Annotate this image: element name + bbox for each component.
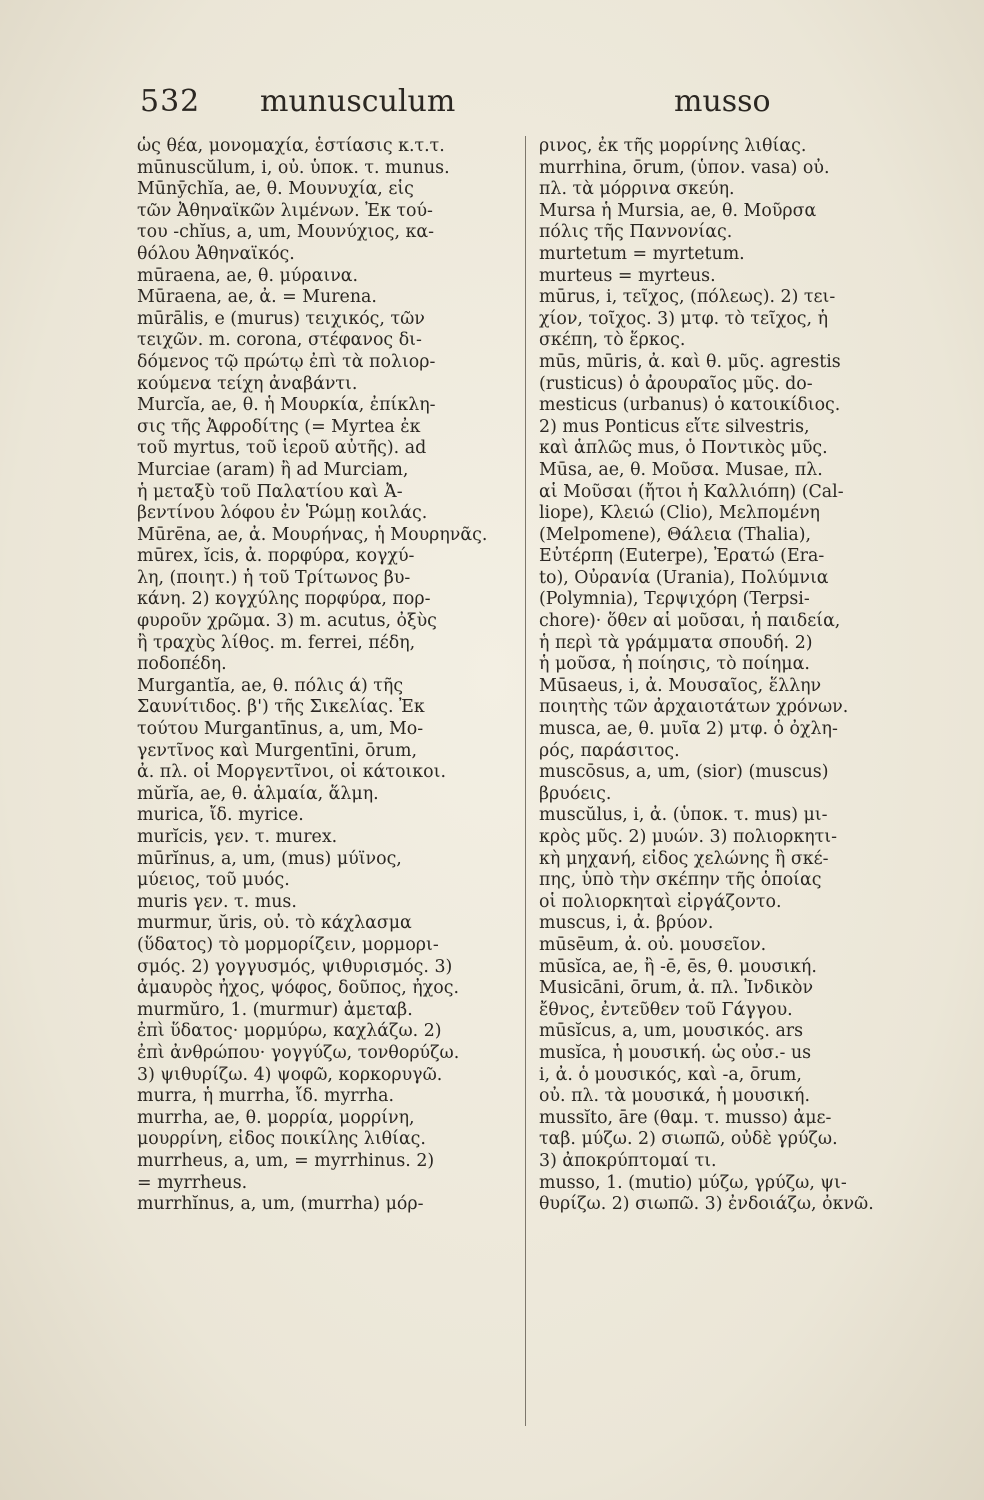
- text-line: του -chĭus, a, um, Μουνύχιος, κα-: [137, 222, 435, 243]
- text-line: πης, ὑπὸ τὴν σκέπην τῆς ὁποίας: [539, 870, 822, 891]
- text-line: σμός. 2) γογγυσμός, ψιθυρισμός. 3): [137, 956, 453, 977]
- text-line: mūraena, ae, θ. μύραινα.: [137, 265, 359, 286]
- text-line: ἀ. πλ. οἱ Μοργεντῖνοι, οἱ κάτοικοι.: [137, 762, 446, 783]
- text-line: muris γεν. τ. mus.: [137, 891, 297, 912]
- text-line: ἐπὶ ἀνθρώπου· γογγύζω, τονθορύζω.: [137, 1042, 460, 1063]
- text-line: αἱ Μοῦσαι (ἤτοι ἡ Καλλιόπη) (Cal-: [539, 481, 844, 502]
- text-line: φυροῦν χρῶμα. 3) m. acutus, ὀξὺς: [137, 611, 437, 632]
- text-line: ρινος, ἐκ τῆς μορρίνης λιθίας.: [539, 136, 807, 156]
- text-line: Mūsa, ae, θ. Μοῦσα. Musae, πλ.: [539, 459, 823, 480]
- text-line: ἢ τραχὺς λίθος. m. ferrei, πέδη,: [137, 632, 416, 653]
- text-line: βεντίνου λόφου ἐν Ῥώμῃ κοιλάς.: [137, 503, 428, 524]
- text-line: Mūsaeus, i, ἀ. Μουσαῖος, ἕλλην: [539, 675, 822, 696]
- page-number: 532: [140, 84, 201, 119]
- text-line: ταβ. μύζω. 2) σιωπῶ, οὐδὲ γρύζω.: [539, 1129, 838, 1150]
- text-line: chore)· ὅθεν αἱ μοῦσαι, ἡ παιδεία,: [539, 611, 841, 632]
- text-line: ποιητὴς τῶν ἀρχαιοτάτων χρόνων.: [539, 697, 849, 718]
- text-line: murrha, ae, θ. μορρία, μορρίνη,: [137, 1107, 415, 1128]
- text-line: mūsĭca, ae, ἢ -ē, ēs, θ. μουσική.: [539, 956, 817, 977]
- left-guide-word: munusculum: [260, 84, 456, 119]
- text-line: ρός, παράσιτος.: [539, 740, 680, 761]
- text-line: ἡ περὶ τὰ γράμματα σπουδή. 2): [539, 632, 813, 653]
- text-line: ἡ μοῦσα, ἡ ποίησις, τὸ ποίημα.: [539, 654, 810, 675]
- text-line: κάνη. 2) κογχύλης πορφύρα, πορ-: [137, 589, 431, 610]
- text-line: mūsēum, ἀ. οὐ. μουσεῖον.: [539, 934, 767, 955]
- text-line: mesticus (urbanus) ὁ κατοικίδιος.: [539, 395, 841, 416]
- text-line: 2) mus Ponticus εἴτε silvestris,: [539, 416, 810, 437]
- text-line: murmur, ŭris, οὐ. τὸ κάχλασμα: [137, 913, 412, 934]
- text-line: liope), Κλειώ (Clio), Μελπομένη: [539, 503, 820, 524]
- text-line: mūrĭnus, a, um, (mus) μύϊνος,: [137, 848, 402, 869]
- text-line: θόλου Ἀθηναϊκός.: [137, 243, 295, 264]
- text-line: θυρίζω. 2) σιωπῶ. 3) ἐνδοιάζω, ὀκνῶ.: [539, 1194, 874, 1215]
- text-line: τῶν Ἀθηναϊκῶν λιμένων. Ἐκ τού-: [137, 200, 433, 221]
- text-line: σις τῆς Ἀφροδίτης (= Myrtea ἐκ: [137, 416, 421, 437]
- text-line: mūsĭcus, a, um, μουσικός. ars: [539, 1021, 804, 1042]
- text-line: muscŭlus, i, ἀ. (ὑποκ. τ. mus) μι-: [539, 805, 828, 826]
- text-line: τούτου Murgantīnus, a, um, Μο-: [137, 719, 424, 740]
- text-line: Musicāni, ōrum, ἀ. πλ. Ἰνδικὸν: [539, 978, 814, 999]
- text-line: mūrālis, e (murus) τειχικός, τῶν: [137, 308, 425, 329]
- text-line: murra, ἡ murrha, ἴδ. myrrha.: [137, 1086, 395, 1107]
- text-line: muscus, i, ἀ. βρύον.: [539, 913, 714, 934]
- text-line: mūrus, i, τεῖχος, (πόλεως). 2) τει-: [539, 287, 836, 308]
- text-line: mūrex, ĭcis, ἀ. πορφύρα, κογχύ-: [137, 546, 415, 567]
- text-line: mūnuscŭlum, i, οὐ. ὑποκ. τ. munus.: [137, 157, 450, 178]
- text-line: mŭrĭa, ae, θ. ἁλμαία, ἅλμη.: [137, 783, 379, 804]
- text-line: Σαυνίτιδος. β') τῆς Σικελίας. Ἐκ: [137, 697, 425, 718]
- text-line: πόλις τῆς Παννονίας.: [539, 222, 733, 243]
- text-line: murĭcis, γεν. τ. murex.: [137, 827, 338, 847]
- text-line: Mūraena, ae, ἀ. = Murena.: [137, 287, 377, 308]
- text-line: ἔθνος, ἐντεῦθεν τοῦ Γάγγου.: [539, 999, 793, 1020]
- text-line: τειχῶν. m. corona, στέφανος δι-: [137, 330, 422, 351]
- text-line: mussĭto, āre (θαμ. τ. musso) ἀμε-: [539, 1107, 832, 1128]
- text-line: murrhĭnus, a, um, (murrha) μόρ-: [137, 1194, 424, 1215]
- text-line: musso, 1. (mutio) μύζω, γρύζω, ψι-: [539, 1172, 847, 1193]
- text-line: Εὐτέρπη (Euterpe), Ἐρατώ (Era-: [539, 546, 825, 567]
- text-line: Murcĭa, ae, θ. ἡ Μουρκία, ἐπίκλη-: [137, 395, 436, 416]
- text-line: καὶ ἁπλῶς mus, ὁ Ποντικὸς μῦς.: [539, 438, 828, 459]
- text-line: ὡς θέα, μονομαχία, ἑστίασις κ.τ.τ.: [137, 136, 445, 156]
- text-line: Murciae (aram) ἢ ad Murciam,: [137, 459, 409, 480]
- text-line: μουρρίνη, εἶδος ποικίλης λιθίας.: [137, 1129, 426, 1150]
- text-line: κρὸς μῦς. 2) μυών. 3) πολιορκητι-: [539, 827, 837, 847]
- left-column: [137, 136, 539, 1436]
- text-line: οὐ. πλ. τὰ μουσικά, ἡ μουσική.: [539, 1086, 810, 1107]
- text-line: musĭca, ἡ μουσική. ὡς οὐσ.- us: [539, 1042, 812, 1063]
- running-header: [0, 78, 984, 128]
- text-line: Murgantĭa, ae, θ. πόλις ά) τῆς: [137, 675, 404, 696]
- text-line: πλ. τὰ μόρρινα σκεύη.: [539, 179, 735, 200]
- text-line: (rusticus) ὁ ἀρουραῖος μῦς. do-: [539, 373, 813, 394]
- text-line: μύειος, τοῦ μυός.: [137, 870, 290, 891]
- text-line: βρυόεις.: [539, 783, 612, 804]
- text-line: ἀμαυρὸς ἦχος, ψόφος, δοῦπος, ἦχος.: [137, 978, 459, 999]
- text-line: mūs, mūris, ἀ. καὶ θ. μῦς. agrestis: [539, 351, 841, 372]
- text-line: murmŭro, 1. (murmur) ἀμεταβ.: [137, 999, 413, 1020]
- text-line: murteus = myrteus.: [539, 265, 716, 286]
- text-line: ἐπὶ ὕδατος· μορμύρω, καχλάζω. 2): [137, 1021, 442, 1042]
- text-line: ἡ μεταξὺ τοῦ Παλατίου καὶ Ἀ-: [137, 481, 403, 502]
- text-line: γεντῖνος καὶ Murgentīni, ōrum,: [137, 740, 417, 761]
- text-line: murrheus, a, um, = myrrhinus. 2): [137, 1150, 435, 1171]
- text-line: δόμενος τῷ πρώτῳ ἐπὶ τὰ πολιορ-: [137, 351, 436, 372]
- text-line: χίον, τοῖχος. 3) μτφ. τὸ τεῖχος, ἡ: [539, 308, 828, 329]
- text-line: murtetum = myrtetum.: [539, 243, 745, 264]
- text-line: musca, ae, θ. μυῖα 2) μτφ. ὁ ὀχλη-: [539, 719, 838, 740]
- text-line: (ὕδατος) τὸ μορμορίζειν, μορμορι-: [137, 934, 439, 955]
- right-column: [539, 136, 941, 1436]
- text-line: murica, ἴδ. myrice.: [137, 805, 304, 826]
- text-line: murrhina, ōrum, (ὑπον. vasa) οὐ.: [539, 157, 830, 178]
- right-guide-word: musso: [674, 84, 771, 119]
- text-line: Mūnȳchĭa, ae, θ. Μουνυχία, εἷς: [137, 179, 414, 200]
- text-line: ποδοπέδη.: [137, 654, 227, 675]
- column-divider: [525, 136, 526, 1426]
- text-line: muscōsus, a, um, (sior) (muscus): [539, 762, 829, 783]
- text-line: Mursa ἡ Mursia, ae, θ. Μοῦρσα: [539, 200, 817, 221]
- text-line: = myrrheus.: [137, 1172, 248, 1193]
- text-line: 3) ἀποκρύπτομαί τι.: [539, 1150, 717, 1171]
- text-line: (Melpomene), Θάλεια (Thalia),: [539, 524, 812, 545]
- text-line: λη, (ποιητ.) ἡ τοῦ Τρίτωνος βυ-: [137, 567, 411, 588]
- text-line: 3) ψιθυρίζω. 4) ψοφῶ, κορκορυγῶ.: [137, 1064, 443, 1085]
- text-line: Mūrēna, ae, ἀ. Μουρήνας, ἡ Μουρηνᾶς.: [137, 524, 488, 545]
- text-line: τοῦ myrtus, τοῦ ἱεροῦ αὐτῆς). ad: [137, 438, 427, 459]
- text-line: οἱ πολιορκηταὶ εἰργάζοντο.: [539, 891, 782, 912]
- text-line: σκέπη, τὸ ἕρκος.: [539, 330, 686, 351]
- text-line: κούμενα τείχη ἀναβάντι.: [137, 373, 358, 394]
- text-line: i, ἀ. ὁ μουσικός, καὶ -a, ōrum,: [539, 1064, 802, 1085]
- text-line: to), Οὐρανία (Urania), Πολύμνια: [539, 567, 829, 588]
- text-line: κὴ μηχανή, εἶδος χελώνης ἢ σκέ-: [539, 848, 829, 869]
- text-line: (Polymnia), Τερψιχόρη (Terpsi-: [539, 589, 810, 610]
